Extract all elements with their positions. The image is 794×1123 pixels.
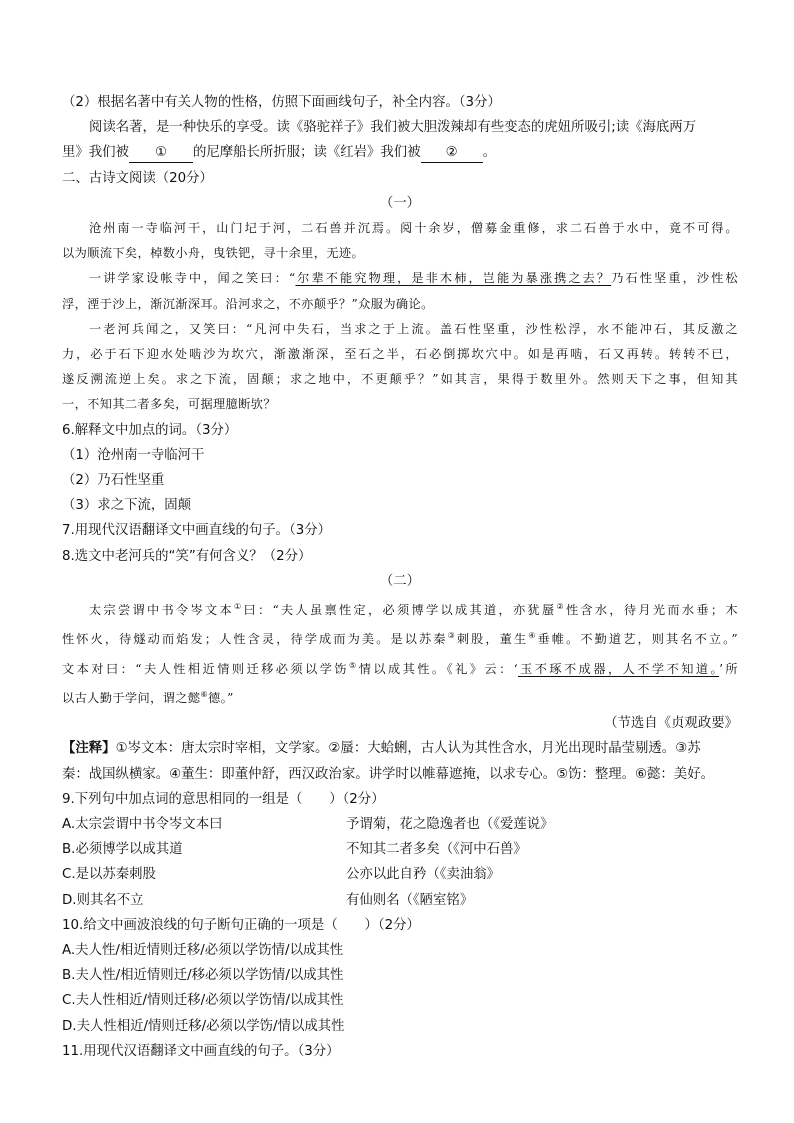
question-6-item: （3）求之下流，固颠 <box>62 498 192 514</box>
passage2-text: 性怀火，待燧动而焰发；人性含灵，待学成而为美。是以苏秦 <box>62 632 448 647</box>
q10-option[interactable]: D.夫人性相近/情则迁移/必须以学饬/情以成其性 <box>62 1018 345 1034</box>
passage2-line <box>62 594 738 623</box>
passage2-line <box>62 682 738 711</box>
exam-page <box>62 90 738 1064</box>
question-6-item: （1）沧州南一寺临河干 <box>62 447 205 463</box>
q5-line2-c: 。 <box>482 145 496 161</box>
passage2-heading: （二） <box>379 573 421 589</box>
question-11: 11.用现代汉语翻译文中画直线的句子。（3分） <box>62 1043 340 1059</box>
q10-option[interactable]: A.夫人性/相近情则迁移/必须以学饬情/以成其性 <box>62 942 344 958</box>
q5-prompt: （2）根据名著中有关人物的性格，仿照下面画线句子，补全内容。（3分） <box>62 95 501 110</box>
passage1-line: 沧州南一寺临河干，山门圮于河，二石兽并沉焉。阅十余岁，僧募金重修，求二石兽于水中，竟不可得。 <box>89 221 738 236</box>
notes-text: ①岑文本：唐太宗时宰相，文学家。②蜃：大蛤蜊，古人认为其性含水，月光出现时晶莹剔透。③苏 <box>115 741 701 757</box>
passage2-text: 刺股，董生 <box>456 632 529 647</box>
question-9: 9.下列句中加点词的意思相同的一组是（ ）（2分） <box>62 791 385 807</box>
note-marker: ③ <box>447 631 457 641</box>
passage1-line: 浮，湮于沙上，渐沉渐深耳。沿河求之，不亦颠乎？”众服为确论。 <box>62 296 434 311</box>
passage1-text: 一讲学家设帐寺中，闻之笑曰：“ <box>89 271 296 286</box>
passage2-text: 德。” <box>208 690 234 705</box>
passage2-text: 太宗尝谓中书令岑文本 <box>89 603 234 618</box>
question-10: 10.给文中画波浪线的句子断句正确的一项是（ ）（2分） <box>62 917 420 933</box>
q9-option-right: 予谓菊，花之隐逸者也（《爱莲说》 <box>346 816 554 832</box>
q5-line1: 阅读名著，是一种快乐的享受。读《骆驼祥子》我们被大胆泼辣却有些变态的虎妞所吸引;读《海底两万 <box>89 120 697 136</box>
passage2-line <box>62 623 738 652</box>
q9-row <box>62 862 738 887</box>
question-6-item: （2）乃石性坚重 <box>62 473 165 489</box>
q10-option[interactable]: B.夫人性/相近情则迁/移必须以学饬情/以成其性 <box>62 968 344 984</box>
passage2-text: 性含水，待月光而水垂；木 <box>565 603 738 618</box>
notes-label: 【注释】 <box>62 741 116 757</box>
question-6: 6.解释文中加点的词。（3分） <box>62 422 238 438</box>
fill-blank-1[interactable]: ① <box>129 144 193 163</box>
q9-option-left[interactable]: B.必须博学以成其道 <box>62 842 183 858</box>
passage2-line <box>62 653 738 682</box>
passage2-source: （节选自《贞观政要》 <box>604 716 738 732</box>
passage1-line: 力，必于石下迎水处啮沙为坎穴，渐激渐深，至石之半，石必倒掷坎穴中。如是再啮，石又再转。转转不已， <box>62 347 738 362</box>
q9-option-left[interactable]: D.则其名不立 <box>62 892 144 908</box>
underlined-sentence: 尔辈不能究物理，是非木柿，岂能为暴涨携之去？ <box>295 271 612 286</box>
note-marker: ① <box>233 602 244 612</box>
q9-option-left[interactable]: A.太宗尝谓中书令岑文本曰 <box>62 816 223 832</box>
passage1-heading: （一） <box>379 195 421 211</box>
question-8: 8.选文中老河兵的“笑”有何含义？（2分） <box>62 548 312 564</box>
q5-line2 <box>62 140 738 165</box>
note-marker: ② <box>556 602 566 612</box>
q9-option-right: 公亦以此自矜（《卖油翁》 <box>346 867 500 883</box>
note-marker: ⑥ <box>200 689 209 699</box>
q10-option[interactable]: C.夫人性相近/情则迁移/必须以学饬情/以成其性 <box>62 993 344 1009</box>
underlined-sentence: 玉不琢不成器，人不学不知道。 <box>518 661 720 676</box>
passage2-text: 曰：“夫人虽禀性定，必须博学以成其道，亦犹蜃 <box>243 603 557 618</box>
q9-option-right: 不知其二者多矣（《河中石兽》 <box>346 842 527 858</box>
passage1-line: 遂反溯流逆上矣。求之下流，固颠；求之地中，不更颠乎？”如其言，果得于数里外。然则天下之事，但知其 <box>62 372 738 387</box>
passage2-text: ’所 <box>719 661 739 676</box>
question-7: 7.用现代汉语翻译文中画直线的句子。（3分） <box>62 523 332 539</box>
passage1-line: 一老河兵闻之，又笑曰：“凡河中失石，当求之于上流。盖石性坚重，沙性松浮，水不能冲石，其反激之 <box>89 321 738 336</box>
passage2-text: 以古人勤于学问，谓之懿 <box>62 690 201 705</box>
passage2-text: 垂帷。不勤道艺，则其名不立。” <box>537 632 738 647</box>
q5-line2-a: 里》我们被 <box>62 145 129 161</box>
q9-option-left[interactable]: C.是以苏秦刺股 <box>62 867 156 883</box>
note-marker: ④ <box>528 631 538 641</box>
notes-line <box>62 736 738 761</box>
passage2-text: 情以成其性。《礼》云：‘ <box>358 661 519 676</box>
fill-blank-2[interactable]: ② <box>421 144 483 163</box>
passage1-text: 乃石性坚重，沙性松 <box>611 271 739 286</box>
q9-row <box>62 837 738 862</box>
passage2-text: 文本对曰：“夫人性相近情则迁移必须以学饬 <box>62 661 350 676</box>
passage1-line: 以为顺流下矣，棹数小舟，曳铁钯，寻十余里，无迹。 <box>62 246 365 261</box>
q5-line2-b: 的尼摩船长所折服；读《红岩》我们被 <box>192 145 421 161</box>
passage1-line: 一，不知其二者多矣，可据理臆断欤？ <box>62 397 276 412</box>
q9-row <box>62 812 738 837</box>
note-marker: ⑤ <box>349 660 359 670</box>
passage1-line <box>62 266 738 291</box>
q9-option-right: 有仙则名（《陋室铭》 <box>346 892 474 908</box>
notes-line: 秦：战国纵横家。④董生：即董仲舒，西汉政治家。讲学时以帷幕遮掩，以求专心。⑤饬：整理。⑥懿：美好。 <box>62 766 714 782</box>
q9-row <box>62 888 738 913</box>
section-title: 二、古诗文阅读（20分） <box>62 170 213 186</box>
